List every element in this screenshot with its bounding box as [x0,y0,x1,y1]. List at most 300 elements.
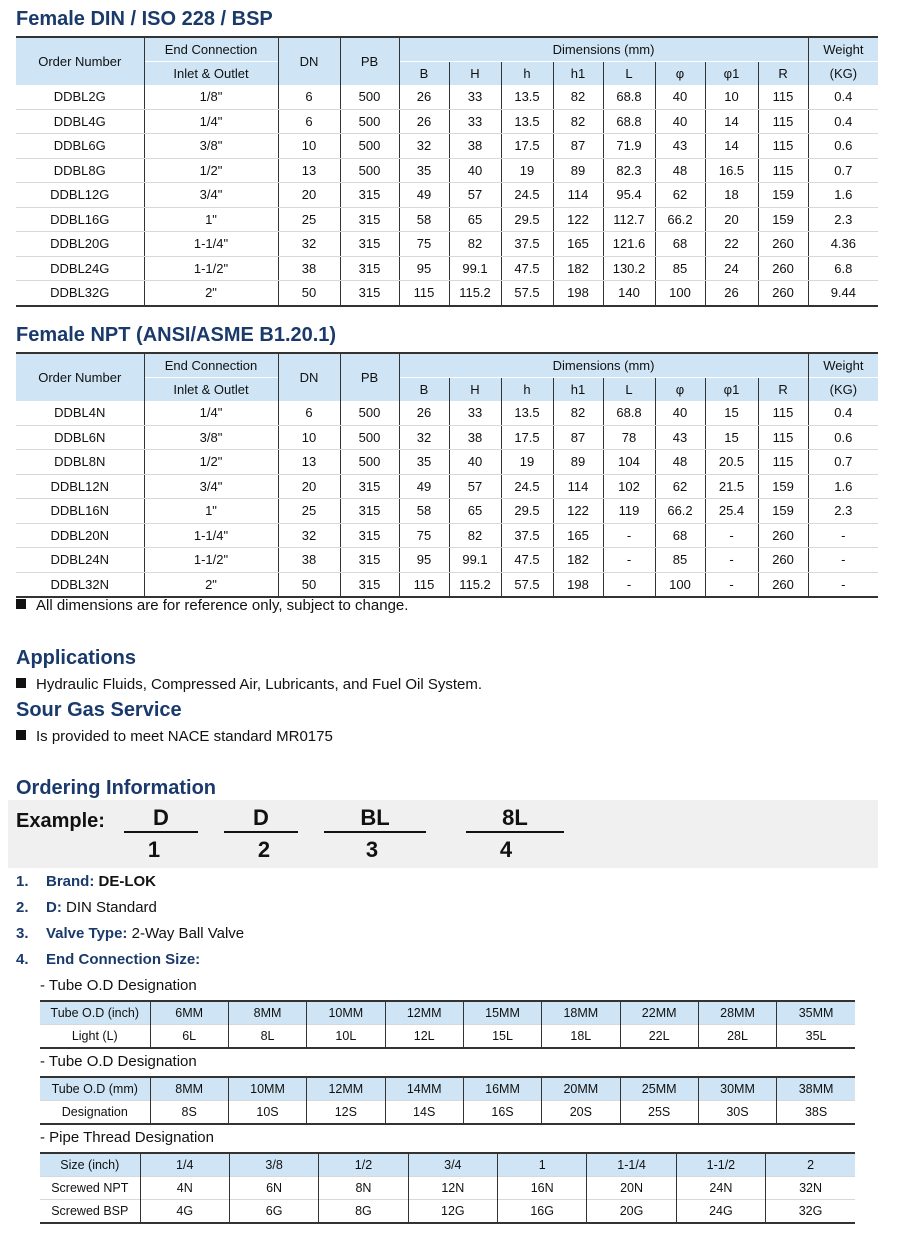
table-cell: - [705,523,758,548]
npt-table-body [16,401,878,597]
table-cell: 37.5 [501,523,553,548]
table-cell: 115 [758,134,808,159]
table-cell: 68.8 [603,85,655,109]
dim-header: H [449,378,501,402]
applications-text: Hydraulic Fluids, Compressed Air, Lubricants, and Fuel Oil System. [16,676,482,693]
table-cell: 0.4 [808,401,878,425]
col-weight: Weight [808,37,878,62]
table-cell: 95 [399,256,449,281]
table-cell: 122 [553,499,603,524]
table-cell: 182 [553,256,603,281]
table-cell: 115 [399,281,449,306]
table-cell: 25 [278,207,340,232]
table-cell: 315 [340,281,399,306]
table-cell: 0.6 [808,134,878,159]
table-cell: 15L [463,1025,541,1049]
col-order-number: Order Number [16,37,144,85]
table-cell: 58 [399,207,449,232]
table-cell: 1/2" [144,158,278,183]
ordering-item-brand: 1. Brand: DE-LOK [16,873,157,890]
col-inlet-outlet: Inlet & Outlet [144,378,278,402]
table-cell: 6 [278,85,340,109]
table-cell: 198 [553,281,603,306]
table-cell: 198 [553,572,603,597]
table-cell: Screwed NPT [40,1177,140,1200]
table-cell: 1-1/2" [144,548,278,573]
table-cell: 3/4" [144,474,278,499]
table-cell: 159 [758,474,808,499]
table-cell: 1/2" [144,450,278,475]
sour-gas-text: Is provided to meet NACE standard MR0175 [16,728,333,745]
square-bullet-icon [16,599,26,609]
table-cell: 29.5 [501,499,553,524]
table-cell: 115 [758,158,808,183]
table-cell: 20 [278,183,340,208]
table-cell: 14MM [385,1077,463,1101]
table-cell: 315 [340,499,399,524]
table-cell: 85 [655,256,705,281]
table-cell: 14 [705,109,758,134]
table-row [16,450,878,475]
table-cell: 6L [150,1025,228,1049]
table-cell: 30MM [698,1077,776,1101]
table-cell: 40 [655,109,705,134]
table-row [16,281,878,306]
table-cell: 82.3 [603,158,655,183]
example-label: Example: [16,810,105,832]
table-cell: 115 [399,572,449,597]
col-pb: PB [340,353,399,401]
table-cell: 10L [307,1025,385,1049]
table-cell: 114 [553,474,603,499]
table-cell: 500 [340,134,399,159]
table-cell: 12G [408,1200,497,1224]
table-cell: - [603,548,655,573]
table-cell: 89 [553,158,603,183]
table-cell: 13.5 [501,401,553,425]
table-row [16,256,878,281]
table-cell: 66.2 [655,207,705,232]
table-row [16,207,878,232]
table-cell: 43 [655,134,705,159]
table-cell: 29.5 [501,207,553,232]
table-cell: 159 [758,499,808,524]
table-cell: 24.5 [501,474,553,499]
table-cell: 6 [278,109,340,134]
table-row [16,523,878,548]
table-cell: DDBL16G [16,207,144,232]
table-cell: 15MM [463,1001,541,1025]
tube-mm-table [40,1076,855,1125]
table-cell: 6G [229,1200,318,1224]
table-cell: 22L [620,1025,698,1049]
table-cell: Tube O.D (inch) [40,1001,150,1025]
dim-header: φ [655,62,705,86]
table-cell: 100 [655,281,705,306]
table-cell: 87 [553,134,603,159]
table-cell: 32 [278,523,340,548]
table-cell: 0.7 [808,158,878,183]
table-cell: 20G [587,1200,676,1224]
example-code-valve-type: BL [324,803,426,833]
table-cell: 2" [144,572,278,597]
dim-header: R [758,62,808,86]
table-cell: 68 [655,523,705,548]
table-cell: 68 [655,232,705,257]
table-row [16,548,878,573]
col-order-number: Order Number [16,353,144,401]
table-cell: 32G [766,1200,855,1224]
table-cell: 3/8" [144,134,278,159]
table-cell: 65 [449,499,501,524]
table-cell: 26 [705,281,758,306]
ordering-title: Ordering Information [16,777,216,799]
table-row [16,401,878,425]
table-cell: 8MM [228,1001,306,1025]
table-cell: DDBL6G [16,134,144,159]
dim-header: φ [655,378,705,402]
example-code-brand: D [124,803,198,833]
table-cell: 17.5 [501,425,553,450]
table-cell: DDBL4G [16,109,144,134]
table-cell: 48 [655,450,705,475]
table-cell: DDBL32N [16,572,144,597]
table-cell: 25.4 [705,499,758,524]
table-cell: 1/4" [144,109,278,134]
col-dimensions: Dimensions (mm) [399,353,808,378]
table-cell: - [808,572,878,597]
table-cell: 32 [399,134,449,159]
table-cell: 16S [463,1101,541,1125]
col-dimensions: Dimensions (mm) [399,37,808,62]
table-cell: 20S [542,1101,620,1125]
table-cell: 1-1/2 [676,1153,765,1177]
table-cell: 25S [620,1101,698,1125]
pipe-thread-table [40,1152,855,1224]
table-cell: 119 [603,499,655,524]
table-cell: DDBL8G [16,158,144,183]
table-cell: - [603,572,655,597]
table-cell: 165 [553,523,603,548]
table-cell: 140 [603,281,655,306]
table-cell: - [808,523,878,548]
table-cell: 0.4 [808,85,878,109]
table-cell: 57 [449,183,501,208]
table-cell: 37.5 [501,232,553,257]
pipe-caption: - Pipe Thread Designation [40,1129,214,1146]
table-cell: 182 [553,548,603,573]
table-cell: 20.5 [705,450,758,475]
table-cell: 35 [399,450,449,475]
table-cell: 18L [542,1025,620,1049]
table-cell: 4.36 [808,232,878,257]
table-cell: 500 [340,401,399,425]
table-cell: 10 [278,134,340,159]
table-cell: 1/8" [144,85,278,109]
table-cell: 104 [603,450,655,475]
table-cell: 165 [553,232,603,257]
table-cell: 22MM [620,1001,698,1025]
dim-header: L [603,378,655,402]
table-cell: 6N [229,1177,318,1200]
table-cell: 1-1/4" [144,523,278,548]
example-index: 4 [499,837,513,862]
table-cell: 43 [655,425,705,450]
table-cell: 115 [758,450,808,475]
table-cell: 32N [766,1177,855,1200]
tube-mm-row [40,1101,855,1125]
table-cell: 260 [758,281,808,306]
table-cell: 1" [144,207,278,232]
table-cell: 78 [603,425,655,450]
table-cell: 24.5 [501,183,553,208]
table-cell: 32 [399,425,449,450]
table-cell: 260 [758,572,808,597]
table-cell: 38MM [777,1077,855,1101]
table-row [16,85,878,109]
table-cell: 16MM [463,1077,541,1101]
table-row [16,158,878,183]
table-cell: 315 [340,572,399,597]
dim-header: H [449,62,501,86]
table-cell: 58 [399,499,449,524]
col-inlet-outlet: Inlet & Outlet [144,62,278,86]
table-cell: 2" [144,281,278,306]
table-cell: 49 [399,183,449,208]
din-dims-header [16,62,878,86]
square-bullet-icon [16,730,26,740]
table-cell: DDBL32G [16,281,144,306]
example-index: 2 [257,837,271,862]
table-cell: 10 [705,85,758,109]
table-cell: DDBL24G [16,256,144,281]
table-cell: 47.5 [501,548,553,573]
reference-note: All dimensions are for reference only, subject to change. [16,597,408,614]
table-cell: 3/8 [229,1153,318,1177]
table-cell: 30S [698,1101,776,1125]
tube-inch-row [40,1025,855,1049]
col-end-connection: End Connection [144,353,278,378]
table-cell: 16N [498,1177,587,1200]
table-cell: 100 [655,572,705,597]
table-cell: 112.7 [603,207,655,232]
table-cell: DDBL16N [16,499,144,524]
table-cell: Designation [40,1101,150,1125]
table-cell: 3/8" [144,425,278,450]
table-cell: 68.8 [603,109,655,134]
table-cell: 40 [655,85,705,109]
table-cell: 500 [340,425,399,450]
table-cell: 17.5 [501,134,553,159]
table-cell: 130.2 [603,256,655,281]
table-cell: 12MM [385,1001,463,1025]
table-cell: 24G [676,1200,765,1224]
din-spec-table [16,36,878,307]
ordering-item-valve-type: 3. Valve Type: 2-Way Ball Valve [16,925,245,942]
table-cell: 40 [655,401,705,425]
dim-header: h [501,378,553,402]
table-cell: 62 [655,183,705,208]
table-cell: 315 [340,183,399,208]
table-cell: 66.2 [655,499,705,524]
example-index: 3 [365,837,379,862]
table-row [16,134,878,159]
din-table-body [16,85,878,306]
table-row [16,232,878,257]
table-cell: 48 [655,158,705,183]
col-end-connection: End Connection [144,37,278,62]
table-cell: 1.6 [808,183,878,208]
tube-inch-table [40,1000,855,1049]
table-cell: 3/4" [144,183,278,208]
ordering-item-standard: 2. D: DIN Standard [16,899,157,916]
table-cell: 99.1 [449,548,501,573]
table-cell: 20 [705,207,758,232]
table-cell: DDBL12N [16,474,144,499]
table-cell: 0.4 [808,109,878,134]
table-cell: 3/4 [408,1153,497,1177]
table-cell: 85 [655,548,705,573]
table-cell: 500 [340,158,399,183]
table-cell: - [603,523,655,548]
table-cell: 115 [758,85,808,109]
table-cell: 15 [705,401,758,425]
table-cell: Tube O.D (mm) [40,1077,150,1101]
table-cell: 13 [278,450,340,475]
table-cell: 28MM [698,1001,776,1025]
table-cell: 12L [385,1025,463,1049]
table-cell: 19 [501,450,553,475]
table-cell: 14 [705,134,758,159]
table-cell: 315 [340,207,399,232]
square-bullet-icon [16,678,26,688]
table-cell: 82 [449,523,501,548]
table-cell: 62 [655,474,705,499]
table-cell: 20 [278,474,340,499]
table-cell: 35MM [777,1001,855,1025]
table-cell: 2 [766,1153,855,1177]
table-cell: 40 [449,450,501,475]
example-code-size: 8L [466,803,564,833]
example-code-standard: D [224,803,298,833]
table-cell: 6.8 [808,256,878,281]
table-cell: 50 [278,281,340,306]
table-cell: DDBL4N [16,401,144,425]
table-cell: 33 [449,401,501,425]
table-cell: 315 [340,232,399,257]
table-cell: 22 [705,232,758,257]
table-cell: 2.3 [808,207,878,232]
table-cell: 8G [319,1200,408,1224]
table-cell: 1.6 [808,474,878,499]
col-pb: PB [340,37,399,85]
table-cell: 82 [553,85,603,109]
table-cell: 19 [501,158,553,183]
table-cell: 50 [278,572,340,597]
table-row [16,474,878,499]
table-cell: 14S [385,1101,463,1125]
table-cell: 57.5 [501,572,553,597]
table-cell: 33 [449,85,501,109]
table-cell: 40 [449,158,501,183]
table-cell: 315 [340,474,399,499]
dim-header: φ1 [705,62,758,86]
table-cell: 1/2 [319,1153,408,1177]
table-cell: 68.8 [603,401,655,425]
table-cell: 24N [676,1177,765,1200]
pipe-row-npt [40,1177,855,1200]
table-cell: 159 [758,183,808,208]
table-cell: 12S [307,1101,385,1125]
table-cell: 33 [449,109,501,134]
table-cell: 10MM [307,1001,385,1025]
table-cell: 10MM [228,1077,306,1101]
table-cell: 89 [553,450,603,475]
pipe-row-bsp [40,1200,855,1224]
table-cell: 38 [278,548,340,573]
table-cell: Light (L) [40,1025,150,1049]
table-cell: 315 [340,523,399,548]
table-row [16,425,878,450]
table-cell: 0.7 [808,450,878,475]
table-cell: 82 [449,232,501,257]
din-table-title: Female DIN / ISO 228 / BSP [16,8,273,30]
table-cell: 10S [228,1101,306,1125]
table-cell: 57 [449,474,501,499]
table-cell: 26 [399,109,449,134]
table-cell: 16.5 [705,158,758,183]
tube-mm-caption: - Tube O.D Designation [40,1053,197,1070]
table-cell: 500 [340,450,399,475]
table-cell: 38 [449,425,501,450]
table-cell: 57.5 [501,281,553,306]
npt-spec-table [16,352,878,598]
table-cell: 18 [705,183,758,208]
table-cell: 24 [705,256,758,281]
table-cell: 8L [228,1025,306,1049]
table-cell: 115 [758,109,808,134]
col-dn: DN [278,37,340,85]
table-cell: 99.1 [449,256,501,281]
table-cell: 1-1/4 [587,1153,676,1177]
table-cell: Size (inch) [40,1153,140,1177]
table-cell: 121.6 [603,232,655,257]
table-cell: 115 [758,401,808,425]
table-cell: 9.44 [808,281,878,306]
table-row [16,499,878,524]
tube-inch-header [40,1001,855,1025]
dim-header: φ1 [705,378,758,402]
table-cell: 38 [449,134,501,159]
table-cell: 13 [278,158,340,183]
table-cell: 95.4 [603,183,655,208]
table-cell: 115.2 [449,281,501,306]
table-cell: 28L [698,1025,776,1049]
table-cell: 26 [399,401,449,425]
table-cell: 13.5 [501,109,553,134]
dim-header: h [501,62,553,86]
table-cell: 20MM [542,1077,620,1101]
table-cell: Screwed BSP [40,1200,140,1224]
col-kg: (KG) [808,378,878,402]
table-cell: 114 [553,183,603,208]
table-cell: 1-1/2" [144,256,278,281]
table-cell: DDBL20G [16,232,144,257]
table-row [16,183,878,208]
col-dn: DN [278,353,340,401]
table-cell: 1-1/4" [144,232,278,257]
table-cell: - [705,548,758,573]
